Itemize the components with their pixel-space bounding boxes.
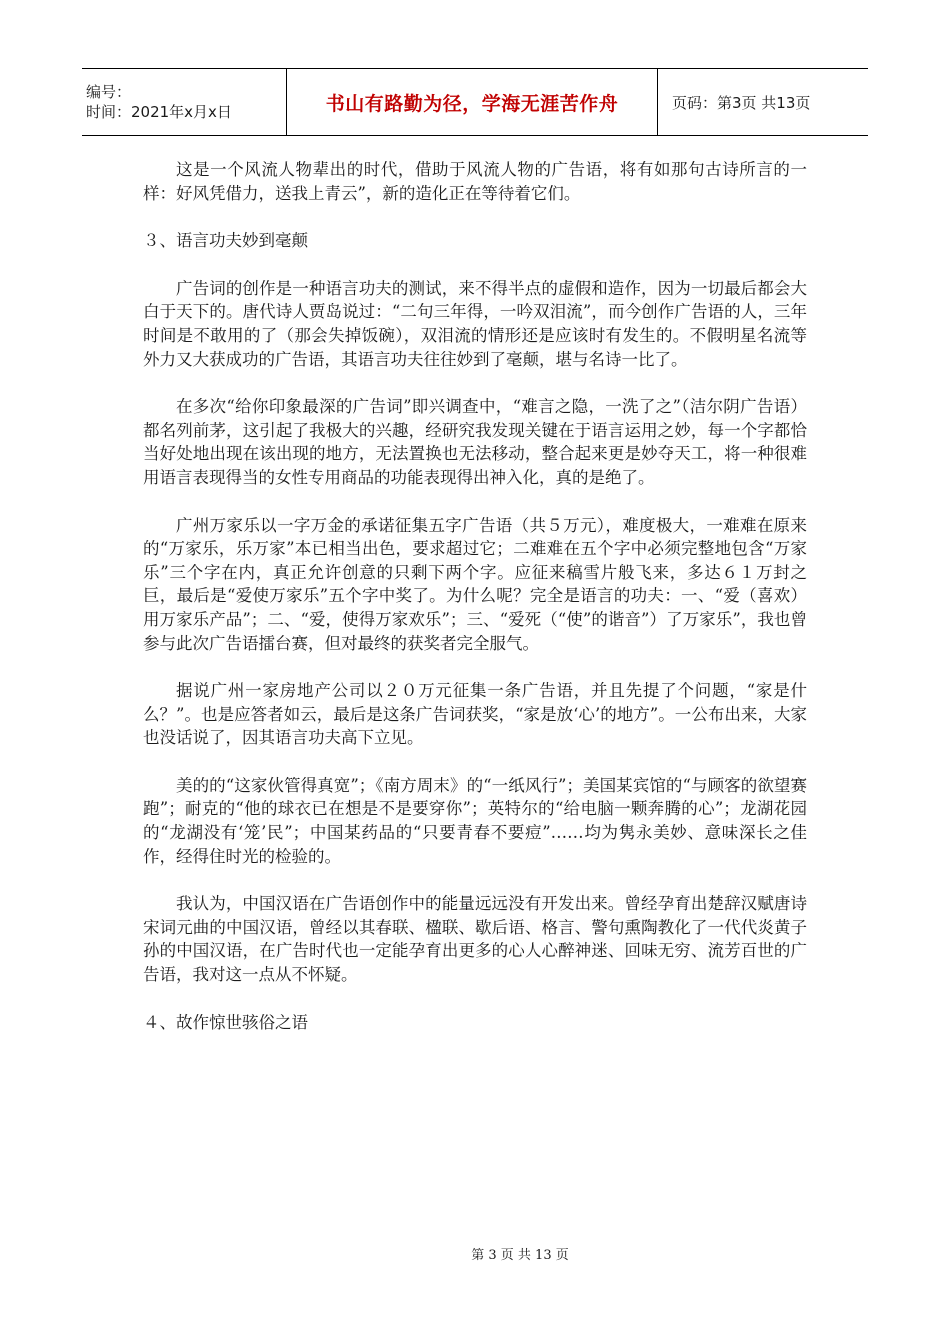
header-motto: 书山有路勤为径，学海无涯苦作舟 <box>287 69 658 135</box>
paragraph: 我认为，中国汉语在广告语创作中的能量远远没有开发出来。曾经孕育出楚辞汉赋唐诗宋词元曲的中国汉语，曾经以其春联、楹联、歇后语、格言、警句熏陶教化了一代代炎黄子孙的中国汉语，在广告时代也一定能孕育出更多的心人心醉神迷、回味无穷、流芳百世的广告语，我对这一点从不怀疑。 <box>143 894 807 985</box>
document-body <box>143 158 807 1058</box>
paragraph: 这是一个风流人物辈出的时代，借助于风流人物的广告语，将有如那句古诗所言的一样：好风凭借力，送我上青云”，新的造化正在等待着它们。 <box>143 160 807 203</box>
header-page-number: 页码：第3页 共13页 <box>672 93 811 112</box>
section-heading: ３、语言功夫妙到毫颠 <box>143 231 308 251</box>
paragraph: 在多次“给你印象最深的广告词”即兴调查中，“难言之隐，一洗了之”（洁尔阴广告语）都名列前茅，这引起了我极大的兴趣，经研究我发现关键在于语言运用之妙，每一个字都恰当好处地出现在该出现的地方，无法置换也无法移动，整合起来更是妙夺天工，将一种很难用语言表现得当的女性专用商品的功能表现得出神入化，真的是绝了。 <box>143 397 807 487</box>
document-date-label: 时间：2021年x月x日 <box>86 103 232 121</box>
paragraph: 据说广州一家房地产公司以２０万元征集一条广告语，并且先提了个问题，“家是什么？”。也是应答者如云，最后是这条广告词获奖，“家是放‘心’的地方”。一公布出来，大家也没话说了，因其语言功夫高下立见。 <box>143 681 807 748</box>
page-header <box>82 68 868 136</box>
paragraph: 广州万家乐以一字万金的承诺征集五字广告语（共５万元），难度极大，一难难在原来的“万家乐，乐万家”本已相当出色，要求超过它；二难难在五个字中必须完整地包含“万家乐”三个字在内，真正允许创意的只剩下两个字。应征来稿雪片般飞来，多达６１万封之巨，最后是“爱使万家乐”五个字中奖了。为什么呢？完全是语言的功夫：一、“爱（喜欢）用万家乐产品”；二、“爱，使得万家欢乐”；三、“爱死（“使”的谐音”）了万家乐”，我也曾参与此次广告语擂台赛，但对最终的获奖者完全服气。 <box>143 515 807 653</box>
document-number-label: 编号： <box>86 83 132 101</box>
page-footer: 第 3 页 共 13 页 <box>471 1248 569 1263</box>
paragraph: 美的的“这家伙管得真宽”；《南方周末》的“一纸风行”；美国某宾馆的“与顾客的欲望赛跑”；耐克的“他的球衣已在想是不是要穿你”；英特尔的“给电脑一颗奔腾的心”；龙湖花园的“龙湖没有‘笼’民”；中国某药品的“只要青春不要痘”……均为隽永美妙、意味深长之佳作，经得住时光的检验的。 <box>143 775 807 866</box>
paragraph: 广告词的创作是一种语言功夫的测试，来不得半点的虚假和造作，因为一切最后都会大白于天下的。唐代诗人贾岛说过：“二句三年得，一吟双泪流”，而今创作广告语的人，三年时间是不敢用的了（那会失掉饭碗），双泪流的情形还是应该时有发生的。不假明星名流等外力又大获成功的广告语，其语言功夫往往妙到了毫颠，堪与名诗一比了。 <box>143 278 807 369</box>
section-heading: ４、故作惊世骇俗之语 <box>143 1012 308 1032</box>
header-meta <box>82 69 287 135</box>
